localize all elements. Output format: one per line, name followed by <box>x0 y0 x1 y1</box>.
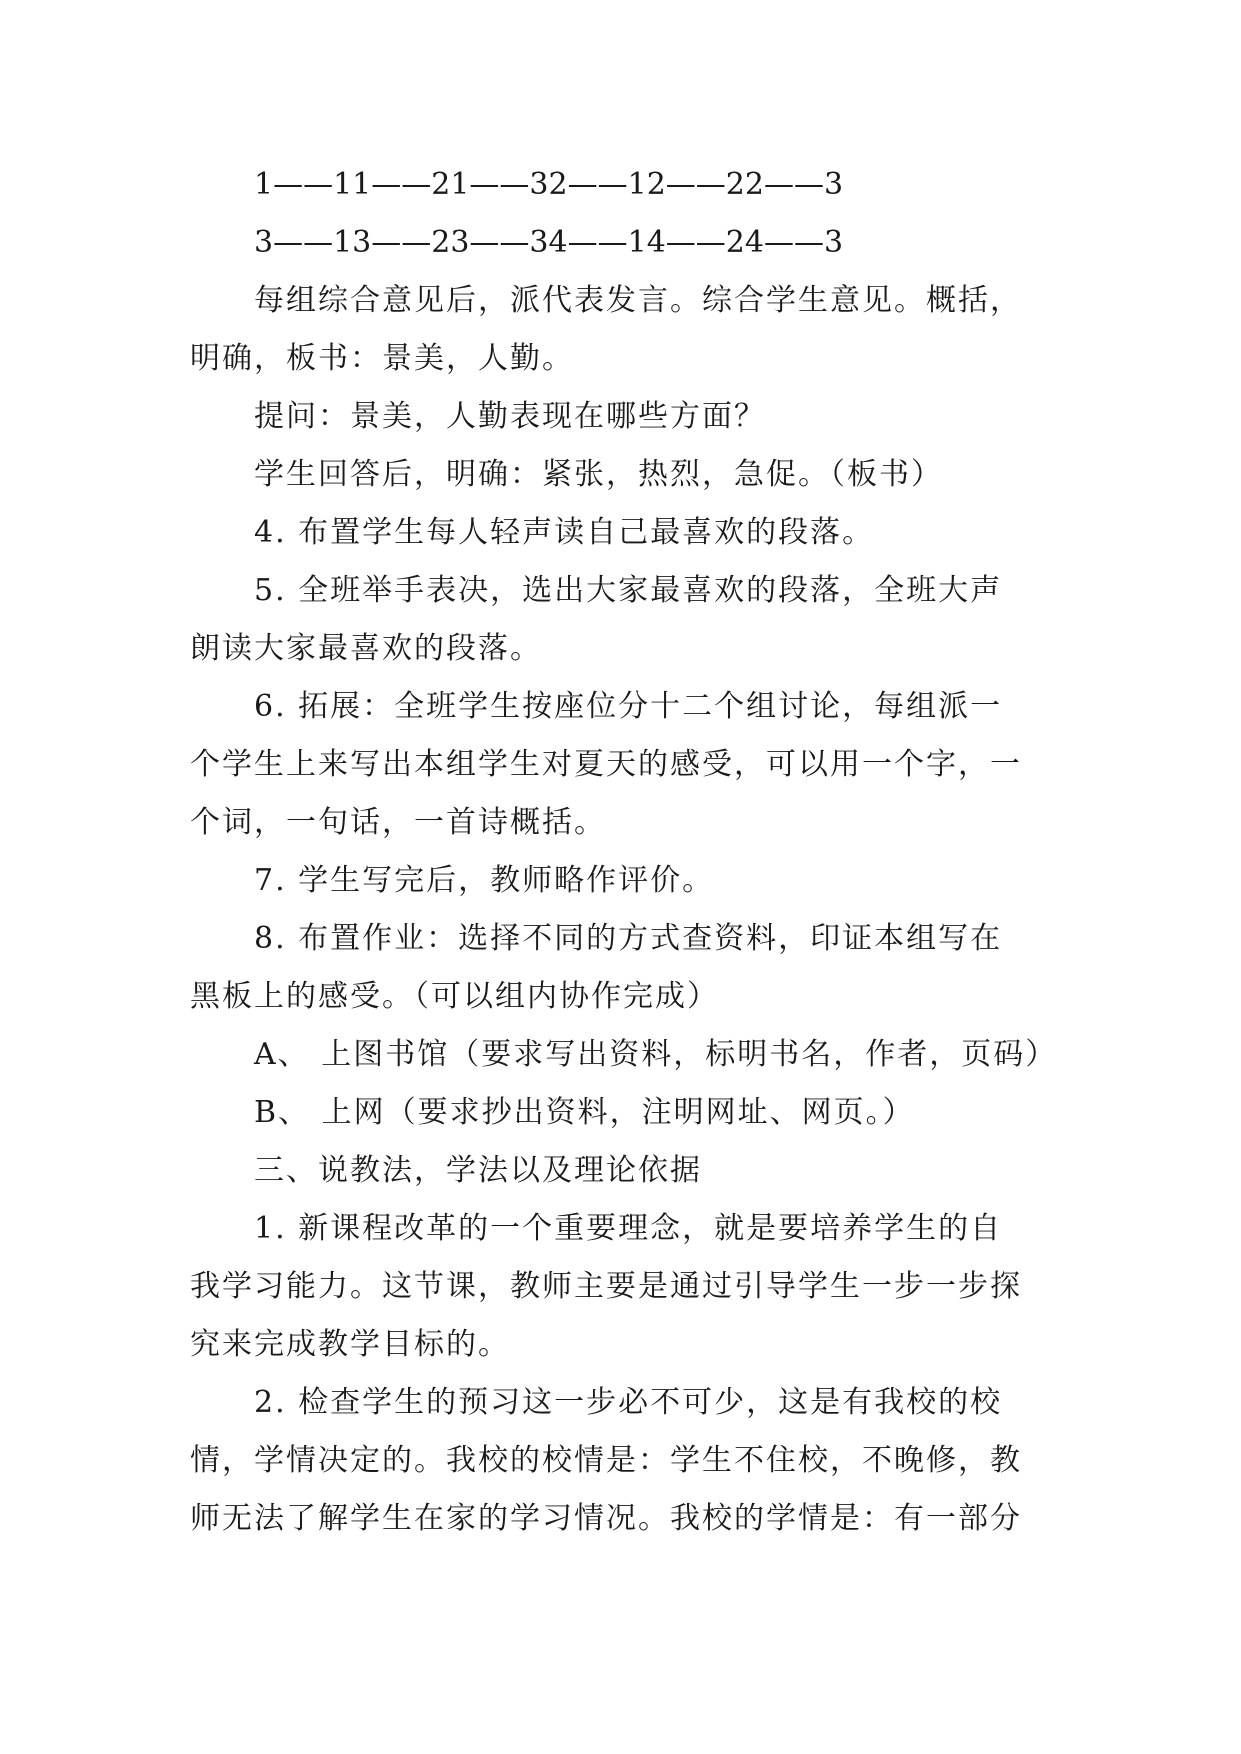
sub-item-line: A、 上图书馆（要求写出资料，标明书名，作者，页码） <box>254 1037 1058 1072</box>
list-item-line: 6. 拓展：全班学生按座位分十二个组讨论，每组派一 <box>254 689 1003 724</box>
list-item-line: 1. 新课程改革的一个重要理念，就是要培养学生的自 <box>254 1211 1003 1246</box>
paragraph-line: 我学习能力。这节课，教师主要是通过引导学生一步一步探 <box>190 1269 1022 1304</box>
paragraph-line: 情，学情决定的。我校的校情是：学生不住校，不晚修，教 <box>190 1443 1022 1478</box>
sequence-line: 1——11——21——32——12——22——3 <box>254 167 844 202</box>
paragraph-line: 提问：景美，人勤表现在哪些方面？ <box>254 399 766 434</box>
document-body <box>190 156 1070 1548</box>
paragraph-line: 学生回答后，明确：紧张，热烈，急促。（板书） <box>254 457 943 492</box>
paragraph-line: 黑板上的感受。（可以组内协作完成） <box>190 979 719 1014</box>
list-item-line: 8. 布置作业：选择不同的方式查资料，印证本组写在 <box>254 921 1003 956</box>
list-item-line: 4. 布置学生每人轻声读自己最喜欢的段落。 <box>254 515 875 550</box>
sequence-line: 3——13——23——34——14——24——3 <box>254 225 844 260</box>
paragraph-line: 个词，一句话，一首诗概括。 <box>190 805 606 840</box>
paragraph-line: 朗读大家最喜欢的段落。 <box>190 631 542 666</box>
paragraph-line: 明确，板书：景美，人勤。 <box>190 341 574 376</box>
sub-item-line: B、 上网（要求抄出资料，注明网址、网页。） <box>254 1095 915 1130</box>
list-item-line: 7. 学生写完后，教师略作评价。 <box>254 863 715 898</box>
list-item-line: 2. 检查学生的预习这一步必不可少，这是有我校的校 <box>254 1385 1003 1420</box>
list-item-line: 5. 全班举手表决，选出大家最喜欢的段落，全班大声 <box>254 573 1003 608</box>
paragraph-line: 究来完成教学目标的。 <box>190 1327 510 1362</box>
paragraph-line: 个学生上来写出本组学生对夏天的感受，可以用一个字，一 <box>190 747 1022 782</box>
paragraph-line: 每组综合意见后，派代表发言。综合学生意见。概括， <box>254 283 1022 318</box>
section-heading: 三、说教法，学法以及理论依据 <box>254 1153 702 1188</box>
paragraph-line: 师无法了解学生在家的学习情况。我校的学情是：有一部分 <box>190 1501 1022 1536</box>
